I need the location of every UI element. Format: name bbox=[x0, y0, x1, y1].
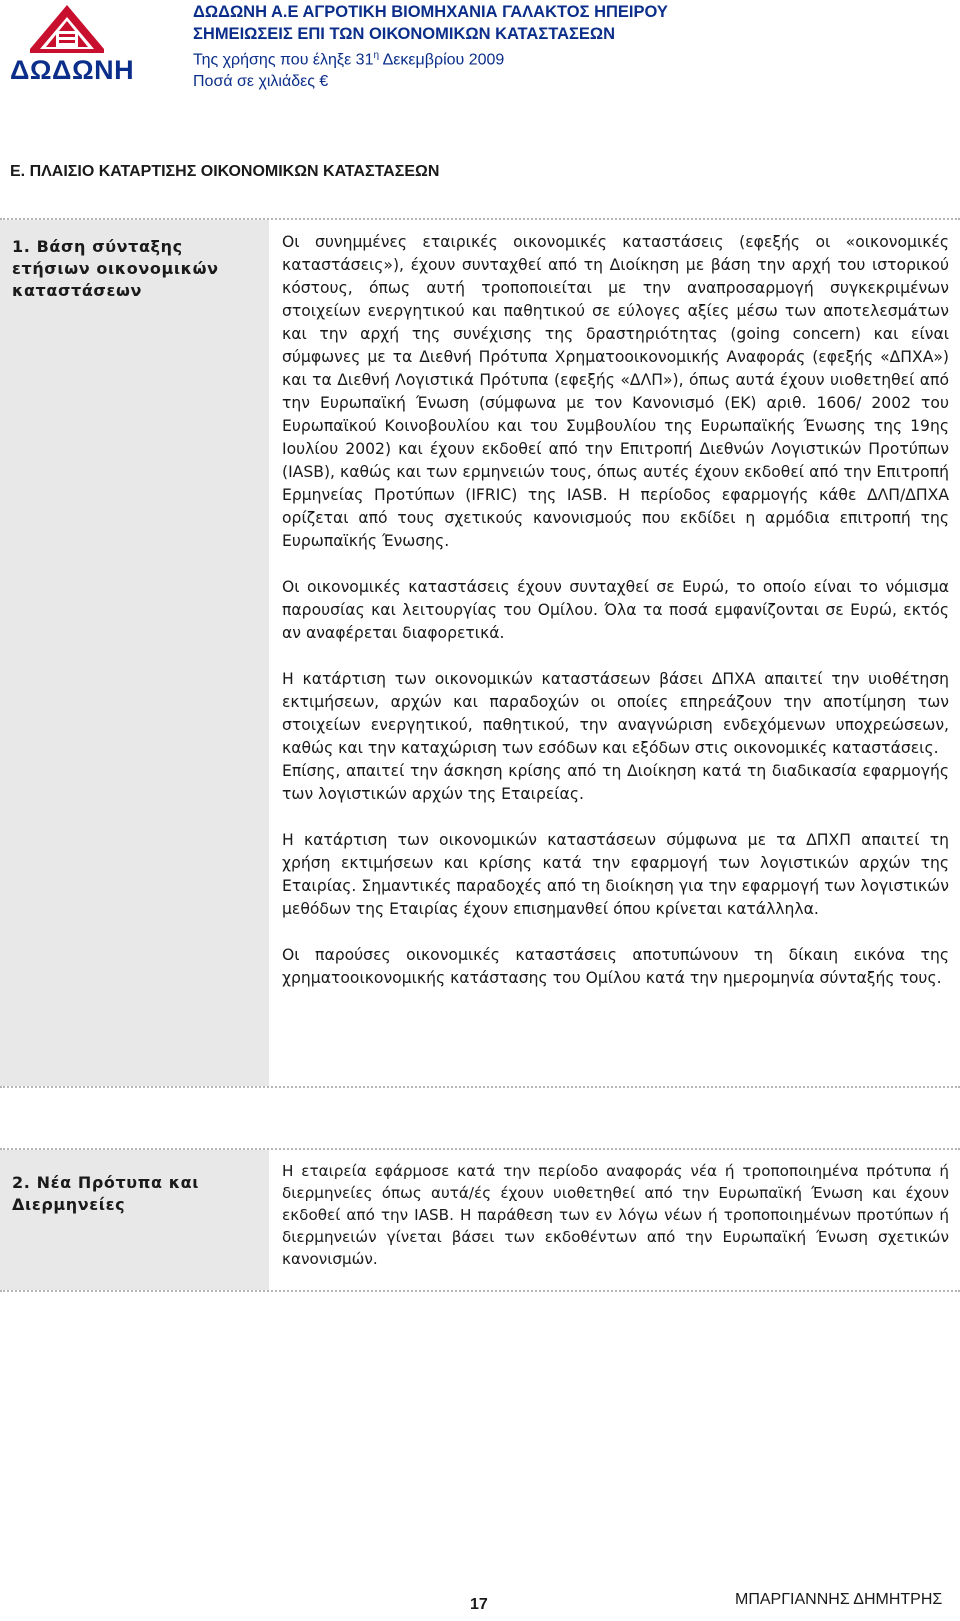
paragraph: Οι οικονομικές καταστάσεις έχουν συνταχθεί σε Ευρώ, το οποίο είναι το νόμισμα παρουσίας και λειτουργίας του Ομίλου. Όλα τα ποσά εμφανίζονται σε Ευρώ, εκτός αν αναφέρεται διαφορετικά. bbox=[282, 578, 949, 642]
section-heading: 1. Βάση σύνταξης ετήσιων οικονομικών καταστάσεων bbox=[0, 220, 269, 1086]
section-new-standards bbox=[0, 1148, 960, 1292]
paragraph: Η κατάρτιση των οικονομικών καταστάσεων σύμφωνα με τα ΔΠΧΠ απαιτεί τη χρήση εκτιμήσεων και κρίσης κατά την εφαρμογή των λογιστικών αρχών της Εταιρίας. Σημαντικές παραδοχές από τη διοίκηση για την εφαρμογή των λογιστικών μεθόδων της Εταιρίας έχουν επισημανθεί όπου κρίνεται κατάλληλα. bbox=[282, 831, 949, 918]
logo-wordmark: ΔΩΔΩΝΗ bbox=[10, 55, 135, 85]
paragraph: Επίσης, απαιτεί την άσκηση κρίσης από τη Διοίκηση κατά τη διαδικασία εφαρμογής των λογιστικών αρχών της Εταιρείας. bbox=[282, 762, 949, 803]
paragraph: Η εταιρεία εφάρμοσε κατά την περίοδο αναφοράς νέα ή τροποποιημένα πρότυπα ή διερμηνείες όπως αυτά/ές έχουν υιοθετηθεί από την Ευρωπαϊκή Ένωση και έχουν εκδοθεί από την IASB. Η παράθεση των εν λόγω νέων ή τροποποιημένων προτύπων ή διερμηνειών γίνεται βάσει των εκδοθέντων από την Ευρωπαϊκή Ένωση σχετικών κανονισμών. bbox=[282, 1162, 949, 1268]
notes-title: ΣΗΜΕΙΩΣΕΙΣ ΕΠΙ ΤΩΝ ΟΙΚΟΝΟΜΙΚΩΝ ΚΑΤΑΣΤΑΣΕΩΝ bbox=[193, 25, 616, 43]
paragraph: Οι παρούσες οικονομικές καταστάσεις αποτυπώνουν τη δίκαιη εικόνα της χρηματοοικονομικής κατάστασης του Ομίλου κατά την ημερομηνία σύνταξής τους. bbox=[282, 946, 949, 987]
section-heading: 2. Νέα Πρότυπα και Διερμηνείες bbox=[0, 1150, 269, 1290]
author-name: ΜΠΑΡΓΙΑΝΝΗΣ ΔΗΜΗΤΡΗΣ bbox=[735, 1591, 943, 1608]
period-suffix: Δεκεμβρίου 2009 bbox=[379, 51, 505, 69]
company-name: ΔΩΔΩΝΗ Α.Ε ΑΓΡΟΤΙΚΗ ΒΙΟΜΗΧΑΝΙΑ ΓΑΛΑΚΤΟΣ ΗΠΕΙΡΟΥ bbox=[193, 3, 668, 21]
section-body bbox=[282, 1160, 949, 1270]
currency-note: Ποσά σε χιλιάδες € bbox=[193, 73, 329, 91]
page-title: Ε. ΠΛΑΙΣΙΟ ΚΑΤΑΡΤΙΣΗΣ ΟΙΚΟΝΟΜΙΚΩΝ ΚΑΤΑΣΤΑΣΕΩΝ bbox=[10, 163, 440, 180]
paragraph: Η κατάρτιση των οικονομικών καταστάσεων βάσει ΔΠΧΑ απαιτεί την υιοθέτηση εκτιμήσεων, αρχών και παραδοχών οι οποίες επηρεάζουν την αποτίμηση των στοιχείων ενεργητικού, παθητικού, την αναγνώριση ενδεχόμενων υποχρεώσεων, καθώς και την καταχώριση των εσόδων και εξόδων στις οικονομικές καταστάσεις. bbox=[282, 670, 949, 757]
dodoni-emblem-icon bbox=[28, 3, 106, 55]
document-header bbox=[193, 1, 668, 93]
period-line bbox=[193, 45, 668, 71]
section-body bbox=[282, 231, 949, 990]
period-superscript: η bbox=[373, 50, 380, 61]
paragraph: Οι συνημμένες εταιρικές οικονομικές καταστάσεις (εφεξής οι «οικονομικές καταστάσεις»), έχουν συνταχθεί από τη Διοίκηση με βάση την αρχή του ιστορικού κόστους, όπως αυτή τροποποιείται με την αναπροσαρμογή συγκεκριμένων στοιχείων ενεργητικού και παθητικού σε εύλογες αξίες μέσω των αποτελεσμάτων και την αρχή της συνέχισης της δραστηριότητας (going concern) και είναι σύμφωνες με τα Διεθνή Πρότυπα Χρηματοοικονομικής Αναφοράς (εφεξής «ΔΠΧΑ») και τα Διεθνή Λογιστικά Πρότυπα (εφεξής «ΔΛΠ»), όπως αυτά έχουν υιοθετηθεί από την Ευρωπαϊκή Ένωση (σύμφωνα με τον Κανονισμό (ΕΚ) αριθ. 1606/ 2002 του Ευρωπαϊκού Κοινοβουλίου και του Συμβουλίου της Ευρωπαϊκής Ένωσης της 19ης Ιουλίου 2002) και έχουν εκδοθεί από την Επιτροπή Διεθνών Λογιστικών Προτύπων (IASB), καθώς και των ερμηνειών τους, όπως αυτές έχουν εκδοθεί από την Επιτροπή Ερμηνείας Προτύπων (IFRIC) της IASB. Η περίοδος εφαρμογής κάθε ΔΛΠ/ΔΠΧΑ ορίζεται από τους σχετικούς κανονισμούς που εκδίδει η αρμόδια επιτροπή της Ευρωπαϊκής Ένωσης. bbox=[282, 233, 949, 550]
page-number: 17 bbox=[470, 1596, 488, 1613]
company-logo bbox=[10, 3, 135, 85]
period-prefix: Της χρήσης που έληξε 31 bbox=[193, 51, 374, 69]
section-basis-of-preparation bbox=[0, 218, 960, 1088]
